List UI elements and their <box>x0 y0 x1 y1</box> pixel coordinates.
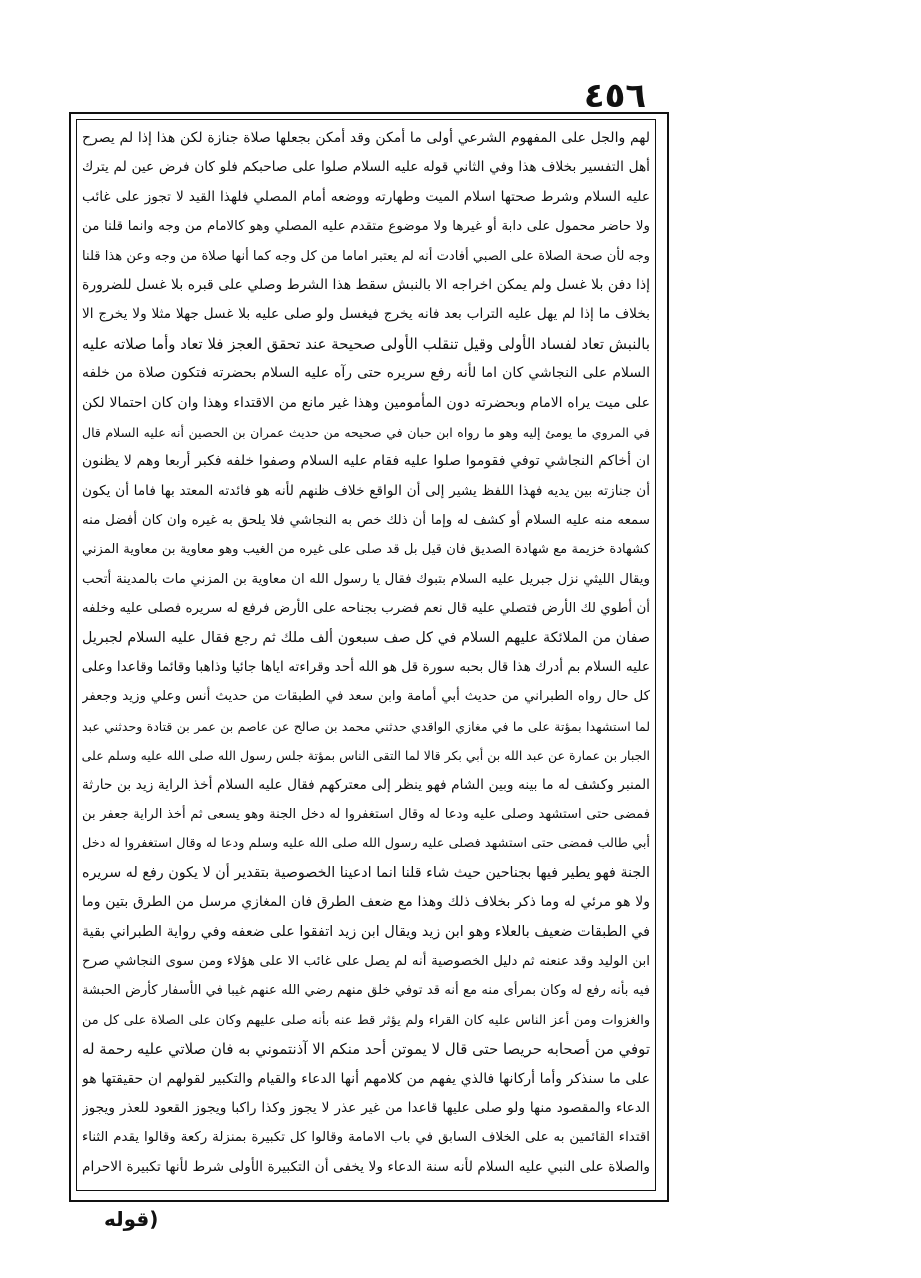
text-line: على ما سنذكر وأما أركانها فالذي يفهم من كلامهم أنها الدعاء والقيام والتكبير لقولهم ان حقيقتها هو <box>82 1070 650 1087</box>
text-line: ولا حاضر محمول على دابة أو غيرها ولا موضوع متقدم عليه المصلي وهو كالامام من وجه وانما قلنا من <box>82 219 650 235</box>
text-line: ان أخاكم النجاشي توفي فقوموا صلوا عليه فقام عليه السلام وصفوا خلفه فكبر أربعا وهم لا يظنون <box>82 453 650 470</box>
text-line: أبي طالب فمضى حتى استشهد فصلى عليه رسول الله صلى الله عليه وسلم ودعا له وقال استغفروا له دخل <box>82 836 650 852</box>
text-line: اقتداء القائمين به على الخلاف السابق في باب الامامة وقالوا كل تكبيرة بمنزلة ركعة وقالوا يقدم الثناء <box>82 1130 650 1146</box>
text-line: سمعه منه عليه السلام أو كشف له وإما أن ذلك خص به النجاشي فلا يلحق به غيره وان كان أفضل منه <box>82 513 650 529</box>
text-line: فمضى حتى استشهد وصلى عليه ودعا له وقال استغفروا له دخل الجنة وهو يسعى ثم أخذ الراية جعفر بن <box>82 806 650 822</box>
text-line: الدعاء والمقصود منها ولو صلى عليها قاعدا من غير عذر لا يجوز وكذا راكبا ويجوز القعود للعذر ويجوز <box>82 1099 650 1116</box>
text-line: بخلاف ما إذا لم يهل عليه التراب بعد فانه يخرج فيغسل ولو صلى عليه بلا غسل جهلا مثلا ولا يخرج الا <box>82 306 650 323</box>
catchword: (قوله <box>104 1207 159 1231</box>
text-line: لهم والجل على المفهوم الشرعي أولى ما أمكن وقد أمكن بجعلها صلاة جنازة لكن هذا إذا لم يصرح <box>82 130 650 146</box>
text-line: كل حال رواه الطبراني من حديث أبي أمامة وابن سعد في الطبقات من حديث أنس وعلي وزيد وجعفر <box>82 689 650 705</box>
page-number: ٤٥٦ <box>583 76 647 116</box>
text-line: أن جنازته بين يديه فهذا اللفظ يشير إلى أن الواقع خلاف ظنهم لأنه هو فائدته المعتد بها فاما أن يكون <box>82 482 650 499</box>
text-line: في المروي ما يومئ إليه وهو ما رواه ابن حبان في صحيحه من حديث عمران بن الحصين أنه عليه السلام قال <box>82 424 650 440</box>
text-line: إذا دفن بلا غسل ولم يمكن اخراجه الا بالنبش سقط هذا الشرط وصلي على قبره بلا غسل للضرورة <box>82 276 650 293</box>
text-line: ولا هو مرئي له وما ذكر بخلاف ذلك وهذا مع ضعف الطرق فان المغازي مرسل من الطرق بتين وما <box>82 894 650 911</box>
text-line: عليه السلام وشرط صحتها اسلام الميت وطهارته ووضعه أمام المصلي فلهذا القيد لا تجوز على غائب <box>82 188 650 205</box>
text-line: والصلاة على النبي عليه السلام لأنه سنة الدعاء ولا يخفى أن التكبيرة الأولى شرط لأنها تكبيرة الاحرام <box>82 1158 650 1175</box>
text-line: الجنة فهو يطير فيها بجناحين حيث شاء قلنا انما ادعينا الخصوصية بتقدير أن لا يكون رفع له سريره <box>82 864 650 881</box>
text-line: ويقال الليثي نزل جبريل عليه السلام بتبوك فقال يا رسول الله ان معاوية بن المزني مات بالمدينة أتحب <box>82 571 650 587</box>
main-text-block <box>82 124 650 1188</box>
text-line: المنبر وكشف له ما بينه وبين الشام فهو ينظر إلى معتركهم فقال عليه السلام أخذ الراية زيد بن حارثة <box>82 776 650 793</box>
text-line: السلام على النجاشي كان اما لأنه رفع سريره حتى رآه عليه السلام بحضرته فتكون صلاة من خلفه <box>82 365 650 382</box>
text-line: كشهادة خزيمة مع شهادة الصديق فان قيل بل قد صلى على غيره من الغيب وهو معاوية بن معاوية المزني <box>82 542 650 558</box>
text-line: فيه بأنه رفع له وكان بمرأى منه مع أنه قد توفي خلق منهم رضي الله عنهم غيبا في الأسفار كأرض الحبشة <box>82 983 650 999</box>
text-line: لما استشهدا بمؤتة على ما في مغازي الواقدي حدثني محمد بن صالح عن عاصم بن عمر بن قتادة وحدثني عبد <box>82 718 650 734</box>
text-line: صفان من الملائكة عليهم السلام في كل صف سبعون ألف ملك ثم رجع فقال عليه السلام لجبريل <box>82 629 650 646</box>
text-line: توفي من أصحابه حريصا حتى قال لا يموتن أحد منكم الا آذنتموني به فان صلاتي عليه رحمة له <box>82 1040 650 1059</box>
text-line: ابن الوليد وقد عنعنه ثم دليل الخصوصية أنه لم يصل على غائب الا على هؤلاء ومن سوى النجاشي صرح <box>82 953 650 969</box>
text-line: على ميت يراه الامام وبحضرته دون المأمومين وهذا غير مانع من الاقتداء وهذا وان كان احتمالا لكن <box>82 394 650 411</box>
text-line: وجه لأن صحة الصلاة على الصبي أفادت أنه لم يعتبر اماما من كل وجه كما أنها صلاة من وجه وعن هذا قلنا <box>82 248 650 264</box>
text-line: بالنبش تعاد لفساد الأولى وقيل تنقلب الأولى صحيحة عند تحقق العجز فلا تعاد وأما صلاته عليه <box>82 334 650 353</box>
text-line: الجبار بن عمارة عن عبد الله بن أبي بكر قالا لما التقى الناس بمؤتة جلس رسول الله صلى الله عليه وسلم على <box>82 748 650 764</box>
text-line: أن أطوي لك الأرض فتصلي عليه قال نعم فضرب بجناحه على الأرض فرفع له سريره فصلى عليه وخلفه <box>82 601 650 617</box>
text-line: في الطبقات ضعيف بالعلاء وهو ابن زيد ويقال ابن زيد اتفقوا على ضعفه وفي رواية الطبراني بقية <box>82 923 650 940</box>
text-line: عليه السلام بم أدرك هذا قال بحبه سورة قل هو الله أحد وقراءته اياها جائيا وذاهبا وقائما وقاعدا وعلى <box>82 659 650 676</box>
text-line: والغزوات ومن أعز الناس عليه كان القراء ولم يؤثر قط عنه بأنه صلى عليهم وكان على الصلاة على كل من <box>82 1012 650 1028</box>
text-line: أهل التفسير بخلاف هذا وفي الثاني قوله عليه السلام صلوا على صاحبكم فلو كان فرض عين لم يترك <box>82 159 650 176</box>
